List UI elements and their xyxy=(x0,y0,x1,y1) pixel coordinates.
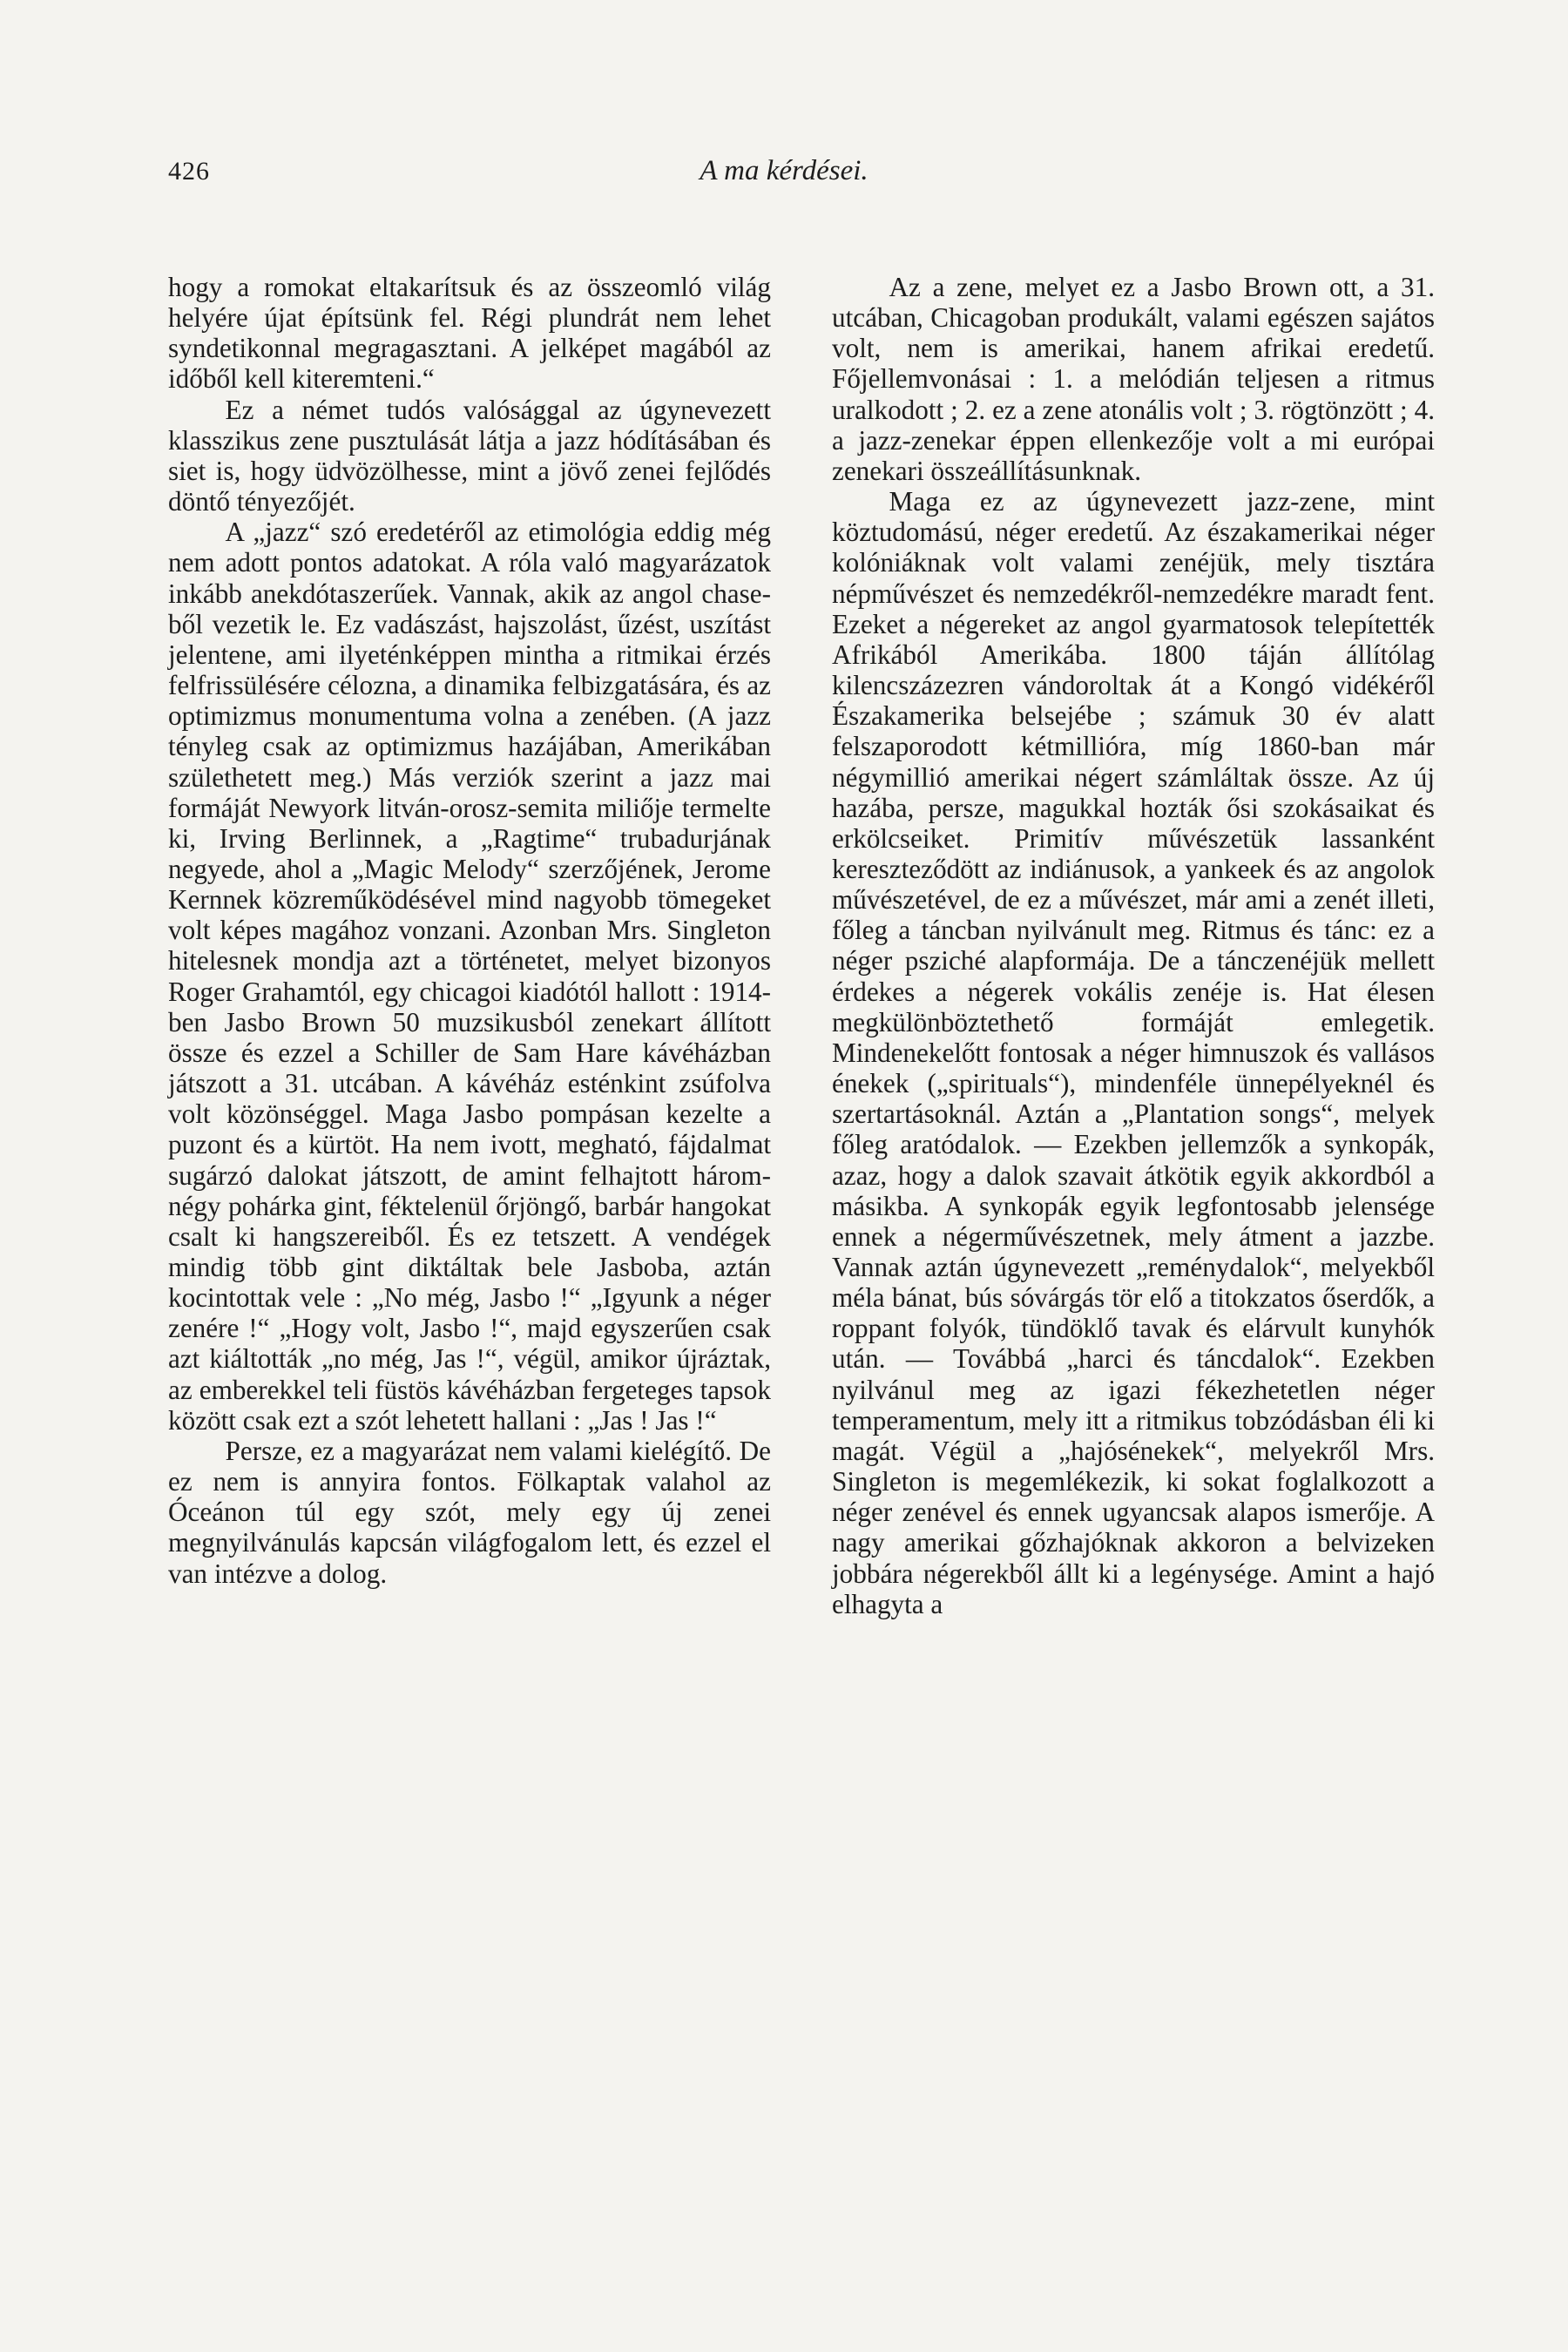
right-paragraph-1: Az a zene, melyet ez a Jasbo Brown ott, a 31. utcában, Chicagoban produkált, valami egészen sajátos volt, nem is amerikai, hanem afrikai eredetű. Főjellemvonásai : 1. a melódián teljesen a ritmus uralkodott ; 2. ez a zene atonális volt ; 3. rögtönzött ; 4. a jazz-zenekar éppen ellenkezője volt a mi európai zenekari összeállításunknak. xyxy=(832,272,1435,486)
left-paragraph-2: Ez a német tudós valósággal az úgynevezett klasszikus zene pusztulását látja a jazz hódításában és siet is, hogy üdvözölhesse, mint a jövő zenei fejlődés döntő tényezőjét. xyxy=(168,394,771,517)
left-paragraph-1: hogy a romokat eltakarítsuk és az összeomló világ helyére újat építsünk fel. Régi plundrát nem lehet syndetikonnal megragasztani. A jelképet magából az időből kell kiteremteni.“ xyxy=(168,272,771,395)
right-column xyxy=(832,272,1435,1619)
left-paragraph-3: A „jazz“ szó eredetéről az etimológia eddig még nem adott pontos adatokat. A róla való magyarázatok inkább anekdótaszerűek. Vannak, akik az angol chase-ből vezetik le. Ez vadászást, hajszolást, űzést, uszítást jelentene, ami ilyeténképpen mintha a ritmikai érzés felfrissülésére célozna, a dinamika felbizgatására, és az optimizmus monumentuma volna a zenében. (A jazz tényleg csak az optimizmus hazájában, Amerikában születhetett meg.) Más verziók szerint a jazz mai formáját Newyork litván-orosz-semita miliője termelte ki, Irving Berlinnek, a „Ragtime“ trubadurjának negyede, ahol a „Magic Melody“ szerzőjének, Jerome Kernnek közreműködésével mind nagyobb tömegeket volt képes magához vonzani. Azonban Mrs. Singleton hitelesnek mondja azt a történetet, melyet bizonyos Roger Grahamtól, egy chicagoi kiadótól hallott : 1914-ben Jasbo Brown 50 muzsikusból zenekart állított össze és ezzel a Schiller de Sam Hare kávéházban játszott a 31. utcában. A kávéház esténkint zsúfolva volt közönséggel. Maga Jasbo pompásan kezelte a puzont és a kürtöt. Ha nem ivott, megható, fájdalmat sugárzó dalokat játszott, de amint felhajtott három-négy pohárka gint, féktelenül őrjöngő, barbár hangokat csalt ki hangszereiből. És ez tetszett. A vendégek mindig több gint diktáltak bele Jasboba, aztán kocintottak vele : „No még, Jasbo !“ „Igyunk a néger zenére !“ „Hogy volt, Jasbo !“, majd egyszerűen csak azt kiáltották „no még, Jas !“, végül, amikor újráztak, az emberekkel teli füstös kávéházban fergeteges tapsok között csak ezt a szót lehetett hallani : „Jas ! Jas !“ xyxy=(168,517,771,1436)
page-number: 426 xyxy=(168,157,210,186)
left-paragraph-4: Persze, ez a magyarázat nem valami kielégítő. De ez nem is annyira fontos. Fölkaptak valahol az Óceánon túl egy szót, mely egy új zenei megnyilvánulás kapcsán világfogalom lett, és ezzel el van intézve a dolog. xyxy=(168,1435,771,1589)
left-column xyxy=(168,272,771,1589)
right-paragraph-2: Maga ez az úgynevezett jazz-zene, mint köztudomású, néger eredetű. Az északamerikai néger kolóniáknak volt valami zenéjük, mely tisztára népművészet és nemzedékről-nemzedékre maradt fent. Ezeket a négereket az angol gyarmatosok telepítették Afrikából Amerikába. 1800 táján állítólag kilencszázezren vándoroltak át a Kongó vidékéről Északamerika belsejébe ; számuk 30 év alatt felszaporodott kétmillióra, míg 1860-ban már négymillió amerikai négert számláltak össze. Az új hazába, persze, magukkal hozták ősi szokásaikat és erkölcseiket. Primitív művészetük lassanként kereszteződött az indiánusok, a yankeek és az angolok művészetével, de ez a művészet, már ami a zenét illeti, főleg a táncban nyilvánult meg. Ritmus és tánc: ez a néger psziché alapformája. De a tánczenéjük mellett érdekes a négerek vokális zenéje is. Hat élesen megkülönböztethető formáját emlegetik. Mindenekelőtt fontosak a néger himnuszok és vallásos énekek („spirituals“), mindenféle ünnepélyeknél és szertartásoknál. Aztán a „Plantation songs“, melyek főleg aratódalok. — Ezekben jellemzők a synkopák, azaz, hogy a dalok szavait átkötik egyik akkordból a másikba. A synkopák egyik legfontosabb jelensége ennek a négerművészetnek, mely átment a jazzbe. Vannak aztán úgynevezett „reménydalok“, melyekből méla bánat, bús sóvárgás tör elő a titokzatos őserdők, a roppant folyók, tündöklő tavak és elárvult kunyhók után. — Továbbá „harci és táncdalok“. Ezekben nyilvánul meg az igazi fékezhetetlen néger temperamentum, mely itt a ritmikus tobzódásban éli ki magát. Végül a „hajósénekek“, melyekről Mrs. Singleton is megemlékezik, ki sokat foglalkozott a néger zenével és ennek ugyancsak alapos ismerője. A nagy amerikai gőzhajóknak akkoron a belvizeken jobbára négerekből állt ki a legénysége. Amint a hajó elhagyta a xyxy=(832,486,1435,1619)
running-title: A ma kérdései. xyxy=(700,155,868,186)
